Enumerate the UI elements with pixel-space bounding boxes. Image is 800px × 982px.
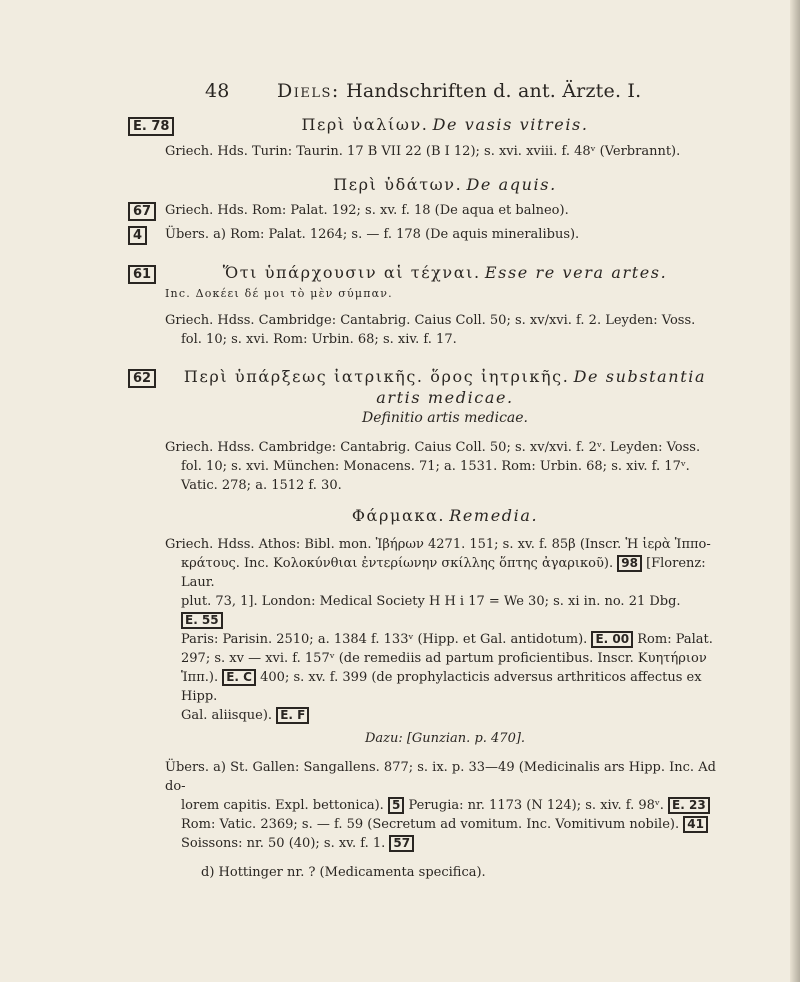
ref-tag: E. 23 (668, 797, 710, 814)
incipit: Inc. Δοκέει δέ μοι τὸ μὲν σύμπαν. (165, 287, 393, 300)
title-latin: De substantia artis medicae. (376, 367, 707, 407)
title-latin: Remedia. (449, 506, 539, 525)
entry-line: Griech. Hds. Rom: Palat. 192; s. xv. f. 18 (De aqua et balneo). (165, 203, 569, 218)
entry-line: fol. 10; s. xvi. München: Monacens. 71; a. 1531. Rom: Urbin. 68; s. xiv. f. 17ᵛ. (181, 459, 690, 474)
label-62: 62 (128, 369, 156, 388)
entry-text: 400; s. xv. f. 399 (de prophylacticis adversus arthriticos affectus ex Hipp. (181, 670, 702, 704)
entry-line: Griech. Hdss. Athos: Bibl. mon. Ἰβήρων 4271. 151; s. xv. f. 85β (Inscr. Ἡ ἱερὰ Ἱππο- (165, 537, 711, 552)
title-greek: Φάρμακα. (351, 506, 446, 525)
entry-line: 297; s. xv — xvi. f. 157ᵛ (de remediis ad partum proficientibus. Inscr. Κυητήριον (181, 651, 707, 666)
page-number: 48 (205, 80, 230, 102)
ref-tag: E. F (276, 707, 309, 724)
entry-line: Griech. Hdss. Cambridge: Cantabrig. Caius Coll. 50; s. xv/xvi. f. 2. Leyden: Voss. (165, 313, 696, 328)
entry-line: fol. 10; s. xvi. Rom: Urbin. 68; s. xiv. f. 17. (181, 332, 457, 347)
title-greek: Περὶ ὑδάτων. (333, 175, 463, 194)
entry-line: d) Hottinger nr. ? (Medicamenta specifica). (201, 865, 486, 880)
entry-text: plut. 73, 1]. London: Medical Society H H i 17 = We 30; s. xi in. no. 21 Dbg. (181, 594, 681, 609)
entry-line: Übers. a) St. Gallen: Sangallens. 877; s. ix. p. 33—49 (Medicinalis ars Hipp. Inc. Ad do- (165, 760, 716, 794)
entry-text: lorem capitis. Expl. bettonica). (181, 798, 384, 813)
entry-line: Übers. a) Rom: Palat. 1264; s. — f. 178 (De aquis mineralibus). (165, 227, 580, 242)
ref-tag: E. 00 (591, 631, 633, 648)
running-header (205, 80, 725, 102)
entry-text: Rom: Palat. (637, 632, 713, 647)
title-latin: Esse re vera artes. (484, 263, 668, 282)
entry-line: Vatic. 278; a. 1512 f. 30. (181, 478, 342, 493)
ref-tag: 98 (617, 555, 642, 572)
entry-text: Rom: Vatic. 2369; s. — f. 59 (Secretum ad vomitum. Inc. Vomitivum nobile). (181, 817, 680, 832)
entry-line: Griech. Hds. Turin: Taurin. 17 B VII 22 (B I 12); s. xvi. xviii. f. 48ᵛ (Verbrannt). (165, 144, 681, 159)
ref-tag: 5 (388, 797, 404, 814)
section-substantia (165, 367, 725, 495)
section-remedia (165, 506, 725, 882)
title-greek: Περὶ ὑαλίων. (301, 115, 429, 134)
title-latin: De aquis. (466, 175, 557, 194)
label-e78: E. 78 (128, 117, 174, 136)
page-edge-shadow (790, 0, 800, 982)
section-artes (165, 263, 725, 349)
label-67: 67 (128, 202, 156, 221)
section-vasis (165, 115, 725, 161)
section-aquis (165, 175, 725, 244)
entry-text: Soissons: nr. 50 (40); s. xv. f. 1. (181, 836, 386, 851)
ref-tag: E. 55 (181, 612, 223, 629)
entry-text: Gal. aliisque). (181, 708, 273, 723)
title-latin: De vasis vitreis. (432, 115, 589, 134)
entry-text: Paris: Parisin. 2510; a. 1384 f. 133ᵛ (Hipp. et Gal. antidotum). (181, 632, 588, 647)
ref-tag: 57 (389, 835, 414, 852)
ref-tag: 41 (683, 816, 708, 833)
entry-text: Perugia: nr. 1173 (N 124); s. xiv. f. 98ᵛ. (408, 798, 664, 813)
entry-text: κράτους. Inc. Κολοκύνθιαι ἐντερίωνην σκίλλης ὅπτης ἀγαρικοῦ). (181, 556, 614, 571)
header-author: Diels: (277, 80, 340, 102)
title-greek: Ὅτι ὑπάρχουσιν αἱ τέχναι. (222, 263, 481, 282)
entry-text: [Florenz: Laur. (181, 556, 706, 590)
title-greek: Περὶ ὑπάρξεως ἰατρικῆς. ὅρος ἰητρικῆς. (183, 367, 570, 386)
label-61: 61 (128, 265, 156, 284)
entry-line: Griech. Hdss. Cambridge: Cantabrig. Caius Coll. 50; s. xv/xvi. f. 2ᵛ. Leyden: Voss. (165, 440, 701, 455)
ref-tag: E. C (222, 669, 256, 686)
entry-text: Ἱππ.). (181, 670, 219, 685)
subtitle: Definitio artis medicae. (361, 410, 529, 426)
dazu-note: Dazu: [Gunzian. p. 470]. (364, 731, 526, 746)
header-title: Handschriften d. ant. Ärzte. I. (346, 80, 642, 102)
label-4: 4 (128, 226, 147, 245)
